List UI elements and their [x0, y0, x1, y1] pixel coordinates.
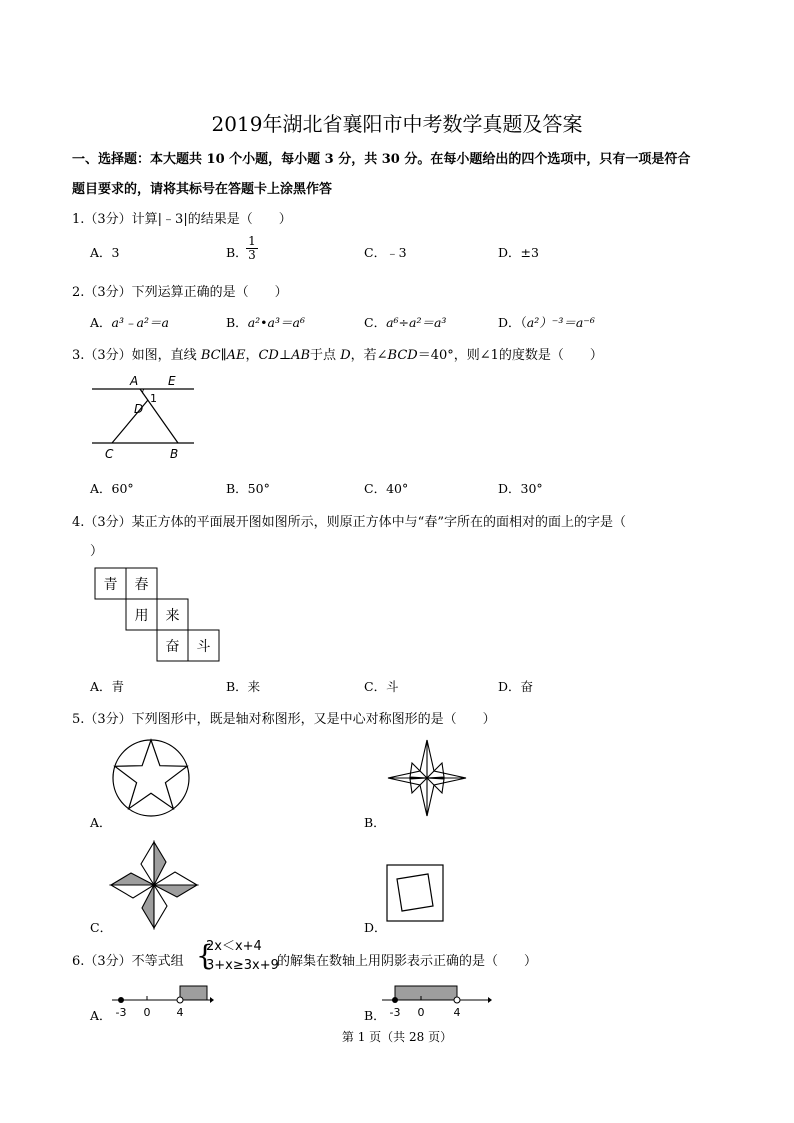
q3-bcd: BCD: [387, 348, 418, 363]
q5-option-b: B．: [364, 815, 386, 830]
q6-brace: {: [196, 939, 214, 972]
q6-number-line-b: [380, 984, 492, 1020]
section-heading-line1: 一、选择题：本大题共 10 个小题，每小题 3 分，共 30 分。在每小题给出的四个选项中，只有一项是符合: [72, 152, 691, 167]
q5-option-d: D．: [364, 920, 387, 935]
page-title: 2019年湖北省襄阳市中考数学真题及答案: [211, 112, 583, 136]
q3-label-1: 1: [150, 392, 157, 405]
q4-cell-4: 来: [165, 608, 180, 624]
q5-stem: 5.（3分）下列图形中，既是轴对称图形，又是中心对称图形的是（ ）: [72, 712, 496, 727]
q1-option-d: D．±3: [498, 245, 539, 260]
q6-number-line-a: [110, 984, 214, 1020]
q3-if: ，若∠: [350, 348, 388, 363]
q4-stem-line2: ）: [90, 544, 104, 559]
q4-cube-net: [95, 568, 221, 664]
q3-label-c: C: [105, 447, 114, 461]
q2-b-expr: a²•a³＝a⁶: [247, 315, 305, 330]
q6-a-tick-3: 4: [176, 1006, 184, 1019]
q2-option-c: [364, 313, 446, 331]
q4-cell-6: 斗: [196, 639, 211, 655]
q6-inequality-1: 2x＜x+4: [206, 939, 262, 954]
q4-option-a: A．青: [90, 679, 125, 694]
q5-circle-star-figure: [111, 738, 191, 818]
q4-option-d: D．奋: [498, 679, 534, 694]
q1-option-b-prefix: B．: [226, 245, 248, 260]
q1-option-b-fraction: [246, 235, 258, 262]
q3-perp: ⊥: [278, 348, 292, 363]
q2-stem: 2.（3分）下列运算正确的是（ ）: [72, 285, 288, 300]
q6-option-a: A．: [90, 1008, 112, 1023]
q1-fraction-denominator: 3: [248, 248, 256, 262]
q1-option-c: C．﹣3: [364, 245, 407, 260]
q2-option-b: [226, 313, 305, 331]
q1-option-b: [226, 243, 248, 261]
q2-option-d: [498, 313, 595, 331]
q3-ab: AB: [291, 348, 311, 363]
section-heading-line2: 题目要求的，请将其标号在答题卡上涂黑作答: [72, 182, 333, 197]
q3-option-c: C．40°: [364, 481, 409, 496]
q4-cell-1: 青: [103, 577, 118, 593]
q2-a-prefix: A．: [90, 315, 112, 330]
page-footer: 第 1 页（共 28 页）: [341, 1030, 453, 1044]
q3-option-b: B．50°: [226, 481, 270, 496]
q6-option-b: B．: [364, 1008, 386, 1023]
q3-stem: [72, 344, 603, 363]
q3-label-e: E: [168, 374, 176, 388]
q5-pinwheel-figure: [111, 842, 199, 930]
q6-b-tick-2: 0: [417, 1006, 425, 1019]
q2-d-expr: a²）⁻³＝a⁻⁶: [526, 315, 595, 330]
q6-a-tick-1: -3: [115, 1006, 127, 1019]
q6-b-tick-1: -3: [389, 1006, 401, 1019]
q3-ae: AE: [226, 348, 246, 363]
q3-label-b: B: [170, 447, 179, 461]
q4-cell-5: 奋: [165, 639, 180, 655]
q2-d-prefix: D．（: [498, 315, 527, 330]
q3-bc: BC: [200, 348, 221, 363]
q2-option-a: [90, 313, 169, 331]
q4-option-c: C．斗: [364, 679, 399, 694]
q3-geometry-figure: [90, 372, 200, 464]
q2-c-expr: a⁶÷a²＝a³: [386, 315, 447, 330]
q3-parallel: ∥: [220, 348, 227, 363]
q4-cell-2: 春: [134, 577, 149, 593]
q3-label-d: D: [134, 402, 144, 416]
q6-stem-prefix: 6.（3分）不等式组: [72, 954, 184, 969]
q1-stem: 1.（3分）计算|﹣3|的结果是（ ）: [72, 212, 292, 227]
q3-sep: ，: [245, 348, 259, 363]
q3-label-a: A: [130, 374, 139, 388]
q2-b-prefix: B．: [226, 315, 248, 330]
q1-fraction-numerator: 1: [246, 235, 258, 249]
q3-d: D: [340, 348, 351, 363]
q5-option-c: C．: [90, 920, 113, 935]
q1-option-a: A．3: [90, 245, 120, 260]
q4-stem-line1: 4.（3分）某正方体的平面展开图如图所示，则原正方体中与“春”字所在的面相对的面上的字是（: [72, 515, 626, 530]
q5-option-a: A．: [90, 815, 112, 830]
q3-option-d: D．30°: [498, 481, 543, 496]
q6-system: [206, 937, 279, 975]
q4-cell-3: 用: [134, 608, 149, 624]
q3-mid: 于点: [310, 348, 341, 363]
q6-stem-suffix: 的解集在数轴上用阴影表示正确的是（ ）: [277, 954, 538, 969]
q5-square-figure: [386, 864, 446, 924]
q6-inequality-2: 3+x≥3x+9: [206, 958, 279, 973]
q5-compass-star-figure: [386, 739, 468, 817]
q6-b-tick-3: 4: [453, 1006, 461, 1019]
q2-a-expr: a³﹣a²＝a: [111, 315, 169, 330]
q6-a-tick-2: 0: [143, 1006, 151, 1019]
q3-stem-a: 3.（3分）如图，直线: [72, 348, 201, 363]
q3-end: ＝40°，则∠1的度数是（ ）: [417, 348, 603, 363]
q3-option-a: A．60°: [90, 481, 134, 496]
q4-option-b: B．来: [226, 679, 261, 694]
q2-c-prefix: C．: [364, 315, 387, 330]
q3-cd: CD: [258, 348, 279, 363]
